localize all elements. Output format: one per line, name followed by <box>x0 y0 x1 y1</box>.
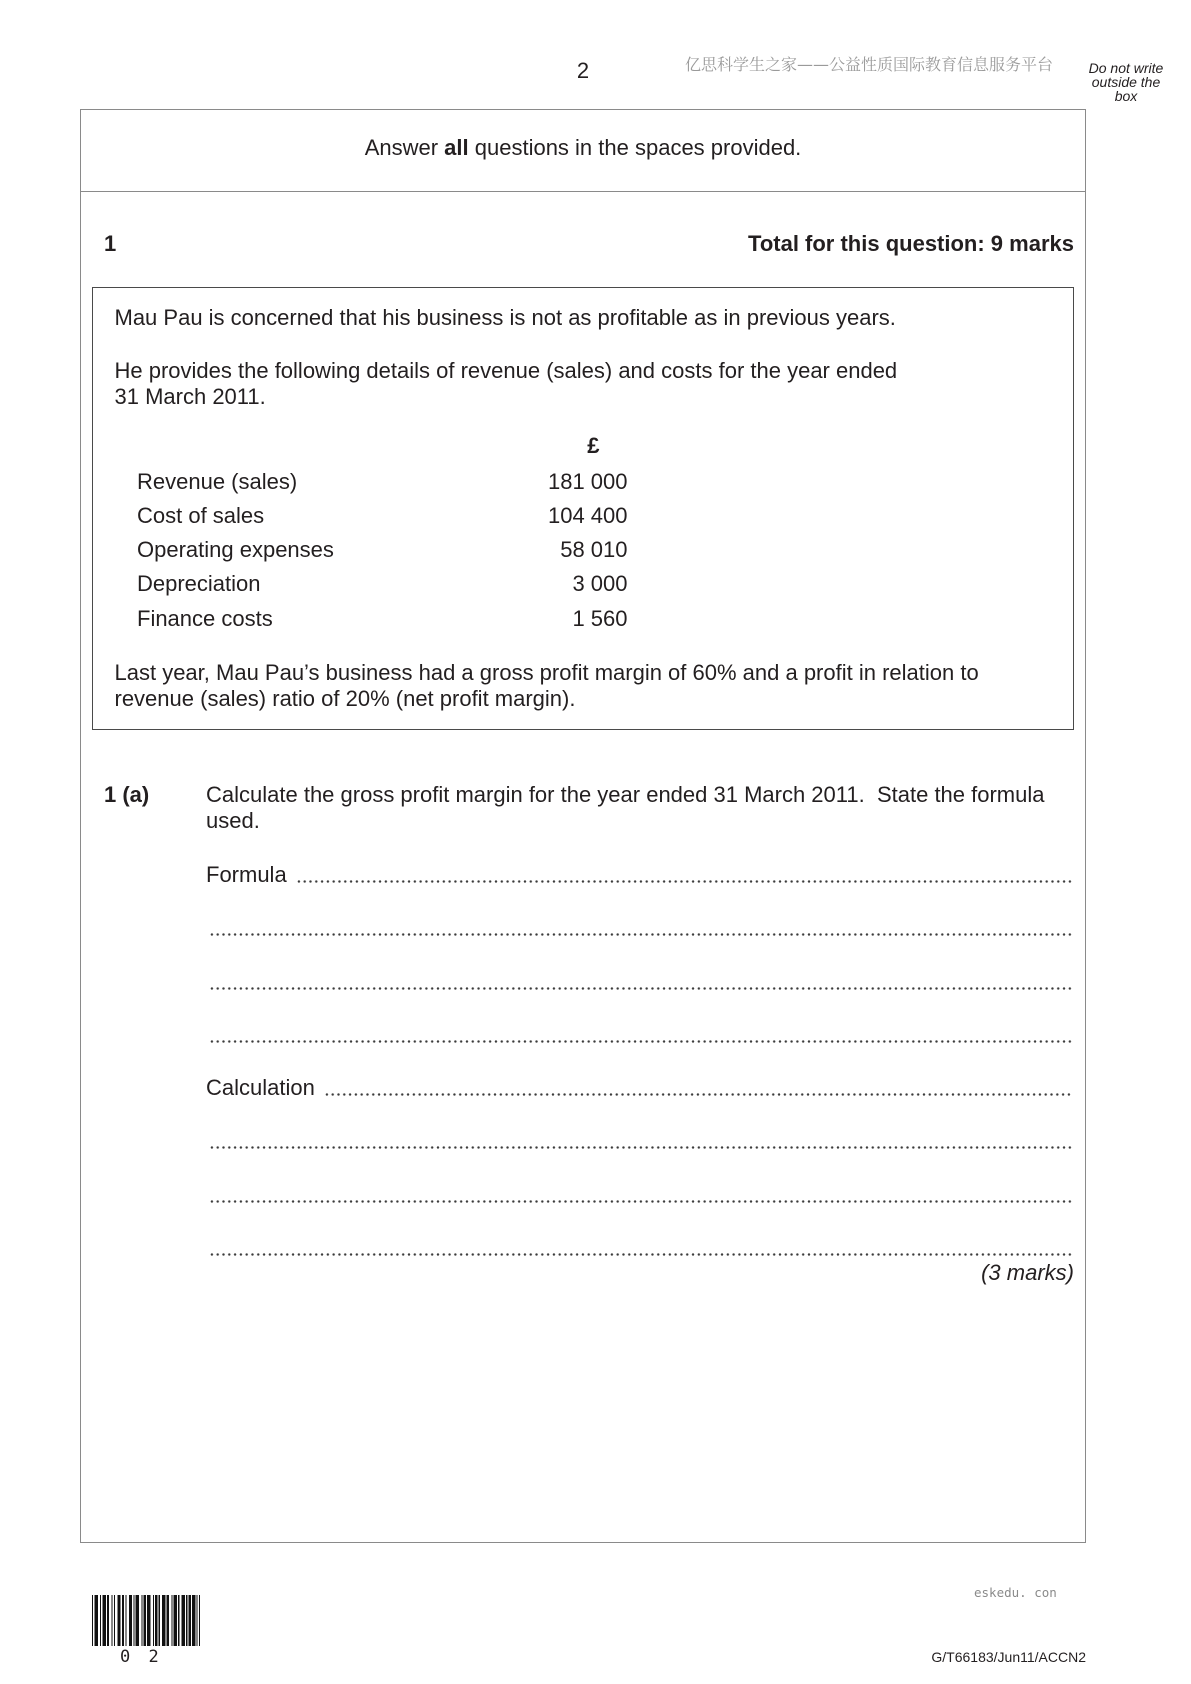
part-prompt-line: Calculate the gross profit margin for the year ended 31 March 2011. State the formula <box>206 782 1045 807</box>
barcode-bar <box>155 1595 157 1646</box>
margin-note-line: Do not write <box>1088 60 1164 76</box>
item-label: Cost of sales <box>137 502 265 528</box>
scenario-intro: Mau Pau is concerned that his business is not as profitable as in previous years. <box>114 304 896 330</box>
barcode-bar <box>129 1595 132 1646</box>
barcode-bar <box>147 1595 150 1646</box>
answer-line-calculation <box>206 1075 1072 1128</box>
financial-details-table <box>137 433 628 640</box>
instructions-text: Answer <box>364 135 445 160</box>
item-value: 58 010 <box>560 537 628 562</box>
barcode-bar <box>141 1595 142 1646</box>
table-row <box>137 469 628 503</box>
barcode-digits: 0 2 <box>120 1647 163 1667</box>
item-label: Finance costs <box>137 605 273 631</box>
barcode-bar <box>182 1595 185 1646</box>
answer-line-blank <box>206 915 1072 968</box>
item-value: 104 400 <box>547 502 628 528</box>
barcode-bar <box>197 1595 198 1646</box>
table-row <box>137 606 628 640</box>
answer-line-formula <box>206 862 1072 915</box>
barcode-bar <box>162 1595 165 1646</box>
barcode-bar <box>186 1595 187 1646</box>
dotted-line <box>209 987 1072 990</box>
dotted-line <box>209 1200 1072 1203</box>
dotted-line <box>209 933 1072 936</box>
barcode-bar <box>107 1595 109 1646</box>
barcode-bar <box>174 1595 177 1646</box>
page-number: 2 <box>576 58 590 83</box>
barcode <box>92 1595 200 1646</box>
instructions-text: questions in the spaces provided. <box>468 135 802 160</box>
item-label: Operating expenses <box>137 537 334 562</box>
instructions-emphasis: all <box>444 135 469 160</box>
item-label: Revenue (sales) <box>137 468 298 494</box>
barcode-bar <box>133 1595 134 1646</box>
dotted-line <box>209 1253 1072 1256</box>
barcode-bar <box>100 1595 101 1646</box>
part-prompt-line: used. <box>206 808 260 833</box>
scenario-details <box>115 358 1054 410</box>
watermark-text: 亿思科学生之家——公益性质国际教育信息服务平台 <box>685 55 1054 74</box>
item-label: Depreciation <box>137 571 261 597</box>
answer-lines <box>206 862 1072 1288</box>
answer-line-blank <box>206 1182 1072 1235</box>
barcode-bar <box>94 1595 97 1646</box>
paper-code: G/T66183/Jun11/ACCN2 <box>931 1649 1086 1665</box>
barcode-bar <box>167 1595 169 1646</box>
footer-watermark: eskedu. con <box>974 1585 1057 1600</box>
item-value: 1 560 <box>572 605 628 631</box>
barcode-bar <box>122 1595 124 1646</box>
barcode-bar <box>192 1595 195 1646</box>
answer-line-blank <box>206 969 1072 1022</box>
table-row <box>137 571 628 605</box>
barcode-bar <box>144 1595 146 1646</box>
margin-note-line: outside the <box>1091 74 1161 90</box>
scenario-details-line: He provides the following details of revenue (sales) and costs for the year ended <box>114 357 898 383</box>
part-label: 1 (a) <box>104 782 150 807</box>
instructions <box>81 110 1085 192</box>
formula-label: Formula <box>206 862 287 887</box>
dotted-line <box>324 1093 1072 1096</box>
answer-line-blank <box>206 1235 1072 1288</box>
barcode-bar <box>92 1595 93 1646</box>
dotted-line <box>209 1040 1072 1043</box>
barcode-bar <box>117 1595 120 1646</box>
part-marks: (3 marks) <box>981 1260 1074 1285</box>
prior-year-line: Last year, Mau Pau’s business had a gross profit margin of 60% and a profit in relation to <box>114 659 979 685</box>
scenario-details-line: 31 March 2011. <box>114 383 266 409</box>
barcode-bar <box>125 1595 126 1646</box>
scenario-box <box>92 287 1074 730</box>
table-header-row <box>137 433 628 469</box>
barcode-bar <box>178 1595 179 1646</box>
question-header <box>104 231 1074 257</box>
table-row <box>137 537 628 571</box>
barcode-bar <box>114 1595 115 1646</box>
dotted-line <box>209 1146 1072 1149</box>
prior-year-note <box>115 660 1054 712</box>
answer-line-blank <box>206 1022 1072 1075</box>
dotted-line <box>296 880 1072 883</box>
table-row <box>137 503 628 537</box>
currency-header: £ <box>587 432 600 458</box>
calculation-label: Calculation <box>206 1075 315 1101</box>
barcode-bar <box>189 1595 191 1646</box>
barcode-bar <box>112 1595 113 1646</box>
barcode-bar <box>171 1595 172 1646</box>
barcode-bar <box>153 1595 154 1646</box>
margin-note <box>1086 61 1166 103</box>
barcode-bar <box>199 1595 200 1646</box>
barcode-bar <box>159 1595 160 1646</box>
part-prompt <box>206 782 1045 834</box>
barcode-bar <box>102 1595 105 1646</box>
answer-line-blank <box>206 1128 1072 1181</box>
prior-year-line: revenue (sales) ratio of 20% (net profit margin). <box>114 685 576 711</box>
item-value: 3 000 <box>572 571 628 597</box>
barcode-bar <box>136 1595 139 1646</box>
answer-box <box>80 109 1086 1543</box>
question-number: 1 <box>104 231 117 256</box>
question-total-marks: Total for this question: 9 marks <box>748 231 1074 256</box>
item-value: 181 000 <box>547 468 628 494</box>
margin-note-line: box <box>1114 88 1138 104</box>
